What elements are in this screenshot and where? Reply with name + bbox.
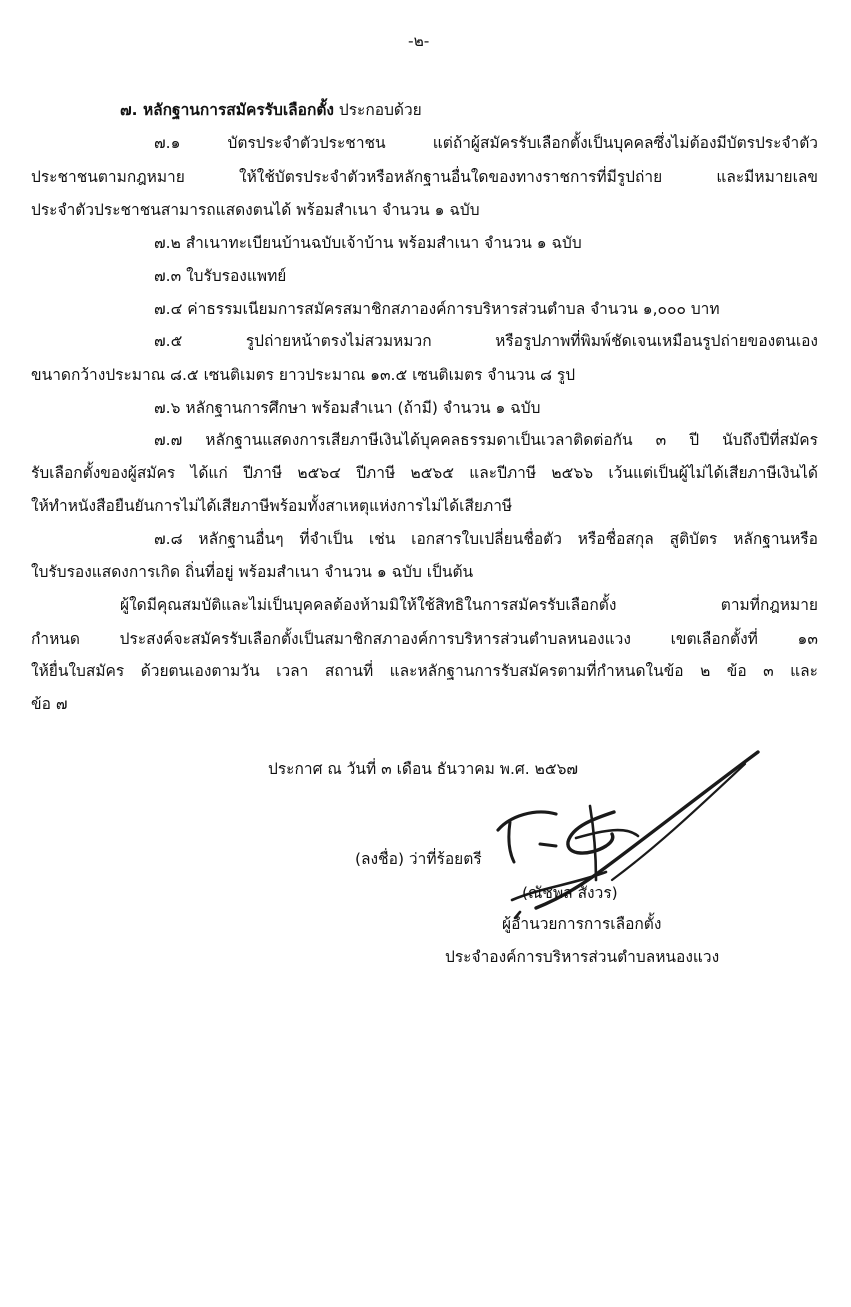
item-7-6: ๗.๖ หลักฐานการศึกษา พร้อมสำเนา (ถ้ามี) จำนวน ๑ ฉบับ — [154, 399, 541, 417]
closing-line-2: กำหนด ประสงค์จะสมัครรับเลือกตั้งเป็นสมาชิกสภาองค์การบริหารส่วนตำบลหนองแวง เขตเลือกตั้งที่ ๑๓ — [31, 630, 818, 648]
item-7-2: ๗.๒ สำเนาทะเบียนบ้านฉบับเจ้าบ้าน พร้อมสำเนา จำนวน ๑ ฉบับ — [154, 234, 582, 252]
item-7-8-line-2: ใบรับรองแสดงการเกิด ถิ่นที่อยู่ พร้อมสำเนา จำนวน ๑ ฉบับ เป็นต้น — [31, 563, 474, 581]
item-7-3: ๗.๓ ใบรับรองแพทย์ — [154, 267, 287, 285]
signed-label: (ลงชื่อ) ว่าที่ร้อยตรี — [355, 850, 482, 868]
section-heading-suffix: ประกอบด้วย — [333, 101, 422, 119]
item-7-5-line-2: ขนาดกว้างประมาณ ๘.๕ เซนติเมตร ยาวประมาณ ๑๓.๕ เซนติเมตร จำนวน ๘ รูป — [31, 366, 576, 384]
closing-line-3: ให้ยื่นใบสมัคร ด้วยตนเองตามวัน เวลา สถานที่ และหลักฐานการรับสมัครตามที่กำหนดในข้อ ๒ ข้อ ๓ และ — [31, 662, 818, 680]
item-7-7-line-3: ให้ทำหนังสือยืนยันการไม่ได้เสียภาษีพร้อมทั้งสาเหตุแห่งการไม่ได้เสียภาษี — [31, 497, 513, 515]
item-7-7-line-2: รับเลือกตั้งของผู้สมัคร ได้แก่ ปีภาษี ๒๕๖๔ ปีภาษี ๒๕๖๕ และปีภาษี ๒๕๖๖ เว้นแต่เป็นผู้ไม่ได้เสียภาษีเงินได้ — [31, 464, 818, 482]
closing-line-1: ผู้ใดมีคุณสมบัติและไม่เป็นบุคคลต้องห้ามมิให้ใช้สิทธิในการสมัครรับเลือกตั้ง ตามที่กฎหมาย — [120, 596, 818, 614]
signer-organization: ประจำองค์การบริหารส่วนตำบลหนองแวง — [445, 948, 720, 966]
section-heading-title: ๗. หลักฐานการสมัครรับเลือกตั้ง — [120, 101, 334, 119]
announcement-date: ประกาศ ณ วันที่ ๓ เดือน ธันวาคม พ.ศ. ๒๕๖๗ — [268, 760, 579, 778]
item-7-5-line-1: ๗.๕ รูปถ่ายหน้าตรงไม่สวมหมวก หรือรูปภาพที่พิมพ์ชัดเจนเหมือนรูปถ่ายของตนเอง — [154, 332, 818, 350]
page-number: -๒- — [408, 32, 430, 50]
signer-position: ผู้อำนวยการการเลือกตั้ง — [502, 915, 662, 933]
item-7-7-line-1: ๗.๗ หลักฐานแสดงการเสียภาษีเงินได้บุคคลธรรมดาเป็นเวลาติดต่อกัน ๓ ปี นับถึงปีที่สมัคร — [154, 431, 818, 449]
item-7-1-line-1: ๗.๑ บัตรประจำตัวประชาชน แต่ถ้าผู้สมัครรับเลือกตั้งเป็นบุคคลซึ่งไม่ต้องมีบัตรประจำตัว — [154, 134, 818, 152]
signer-name: (ณัชพล สังวร) — [522, 884, 618, 902]
item-7-8-line-1: ๗.๘ หลักฐานอื่นๆ ที่จำเป็น เช่น เอกสารใบเปลี่ยนชื่อตัว หรือชื่อสกุล สูติบัตร หลักฐานหรือ — [154, 530, 818, 548]
item-7-4: ๗.๔ ค่าธรรมเนียมการสมัครสมาชิกสภาองค์การบริหารส่วนตำบล จำนวน ๑,๐๐๐ บาท — [154, 300, 720, 318]
item-7-1-line-3: ประจำตัวประชาชนสามารถแสดงตนได้ พร้อมสำเนา จำนวน ๑ ฉบับ — [31, 201, 480, 219]
item-7-1-line-2: ประชาชนตามกฎหมาย ให้ใช้บัตรประจำตัวหรือหลักฐานอื่นใดของทางราชการที่มีรูปถ่าย และมีหมายเลข — [31, 168, 818, 186]
closing-line-4: ข้อ ๗ — [31, 695, 68, 713]
